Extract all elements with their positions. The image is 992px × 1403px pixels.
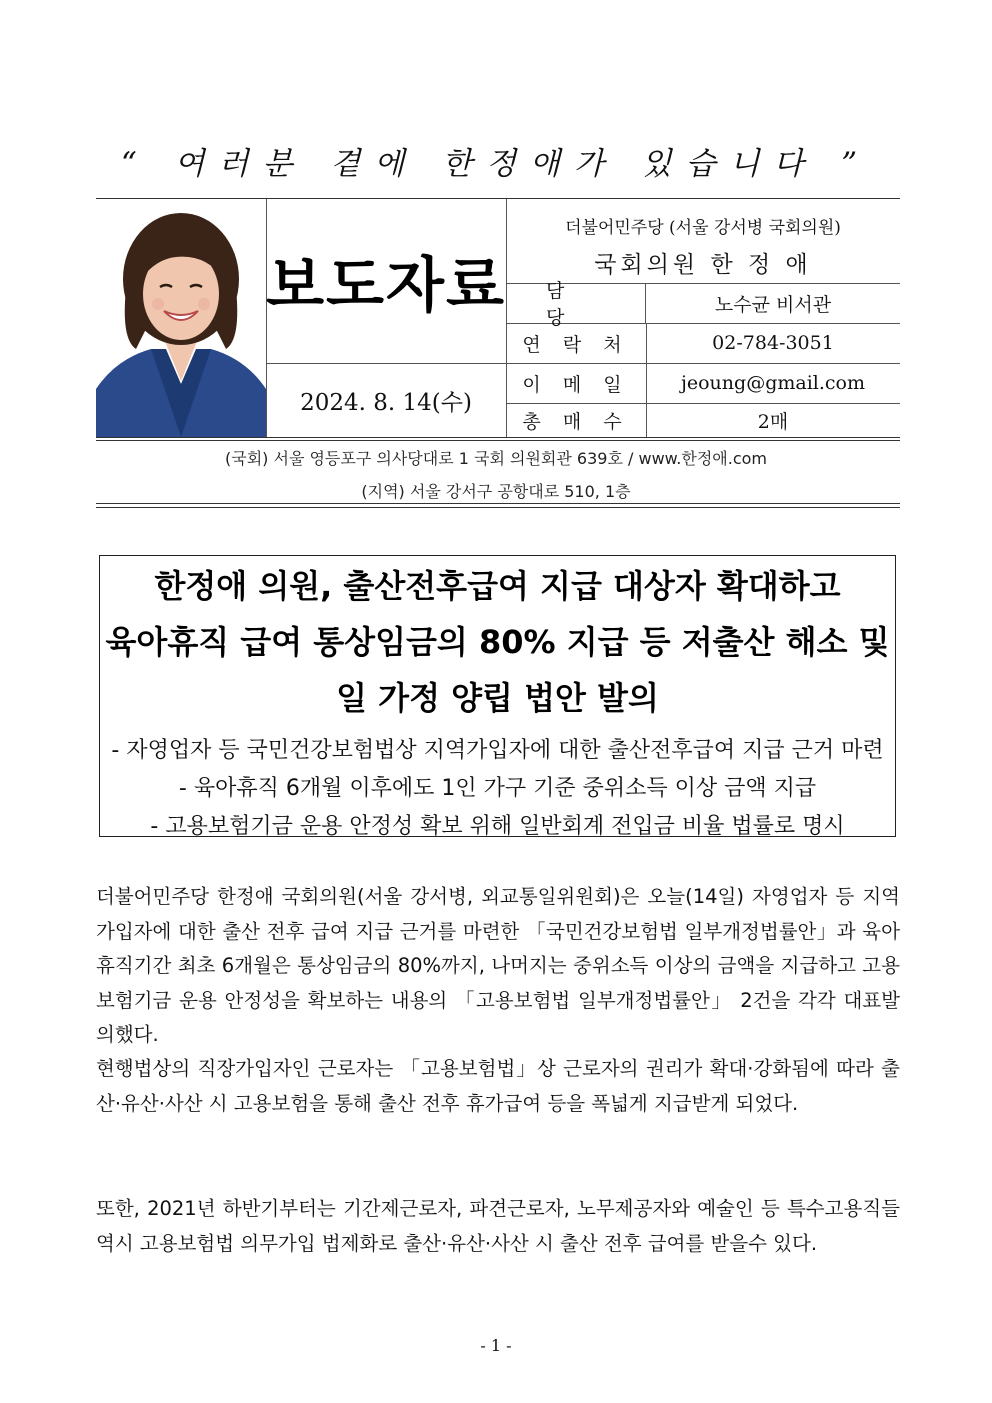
- body-paragraph-3: [96, 1192, 900, 1261]
- release-date: 2024. 8. 14(수): [300, 389, 472, 416]
- subheadline: - 자영업자 등 국민건강보험법상 지역가입자에 대한 출산전후급여 지급 근거 마련: [111, 738, 884, 763]
- info-value: 2매: [757, 410, 789, 433]
- assembly-address: (국회) 서울 영등포구 의사당대로 1 국회 의원회관 639호 / www.한정애.com: [225, 449, 767, 468]
- info-row-email: [506, 363, 900, 404]
- info-value: 노수균 비서관: [714, 293, 832, 316]
- paragraph-text: 또한, 2021년 하반기부터는 기간제근로자, 파견근로자, 노무제공자와 예술인 등 특수고용직들 역시 고용보험법 의무가입 법제화로 출산·유산·사산 시 출산 전후 급여를 받을수 있다.: [96, 1197, 900, 1255]
- member-portrait: [96, 199, 267, 437]
- page-number: - 1 -: [480, 1336, 512, 1355]
- divider: [96, 440, 900, 441]
- press-header: [96, 198, 900, 438]
- body-paragraph-1: [96, 880, 900, 1053]
- party-info: [506, 199, 900, 284]
- info-key: 총 매 수: [506, 403, 647, 437]
- info-row-pages: [506, 403, 900, 437]
- paragraph-text: 현행법상의 직장가입자인 근로자는 「고용보험법」상 근로자의 권리가 확대·강화됨에 따라 출산·유산·사산 시 고용보험을 통해 출산 전후 휴가급여 등을 폭넓게 지급받게 되었다.: [96, 1057, 900, 1115]
- info-value: 02-784-3051: [712, 332, 834, 354]
- info-row-phone: [506, 323, 900, 364]
- headline-line: 육아휴직 급여 통상임금의 80% 지급 등 저출산 해소 및: [105, 623, 890, 661]
- party-name: 더불어민주당 (서울 강서병 국회의원): [565, 218, 841, 238]
- info-key: 연 락 처: [506, 323, 647, 363]
- headline-line: 일 가정 양립 법안 발의: [336, 679, 659, 717]
- slogan: “ 여러분 곁에 한정애가 있습니다 ”: [120, 146, 872, 182]
- member-name: 국회의원 한 정 애: [594, 252, 812, 278]
- subheadline: - 육아휴직 6개월 이후에도 1인 가구 기준 중위소득 이상 금액 지급: [178, 776, 817, 801]
- local-address: (지역) 서울 강서구 공항대로 510, 1층: [361, 482, 631, 501]
- body-paragraph-2: [96, 1052, 900, 1121]
- headline-line: 한정애 의원, 출산전후급여 지급 대상자 확대하고: [154, 567, 841, 605]
- info-value[interactable]: jeoung@gmail.com: [680, 372, 865, 394]
- subheadline: - 고용보험기금 운용 안정성 확보 위해 일반회계 전입금 비율 법률로 명시: [150, 814, 845, 839]
- info-key: 담 당: [506, 283, 646, 323]
- press-release-title: 보도자료: [266, 199, 506, 364]
- divider: [96, 503, 900, 504]
- paragraph-text: 더불어민주당 한정애 국회의원(서울 강서병, 외교통일위원회)은 오늘(14일) 자영업자 등 지역가입자에 대한 출산 전후 급여 지급 근거를 마련한 「국민건강보험법 일부개정법률안」과 육아휴직기간 최초 6개월은 통상임금의 80%까지, 나머지는 중위소득 이상의 금액을 지급하고 고용보험기금 운용 안정성을 확보하는 내용의 「고용보험법 일부개정법률안」 2건을 각각 대표발의했다.: [96, 885, 900, 1046]
- headline-box: [99, 555, 896, 837]
- info-row-contact-person: [506, 280, 900, 329]
- divider: [96, 507, 900, 508]
- info-key: 이 메 일: [506, 363, 647, 403]
